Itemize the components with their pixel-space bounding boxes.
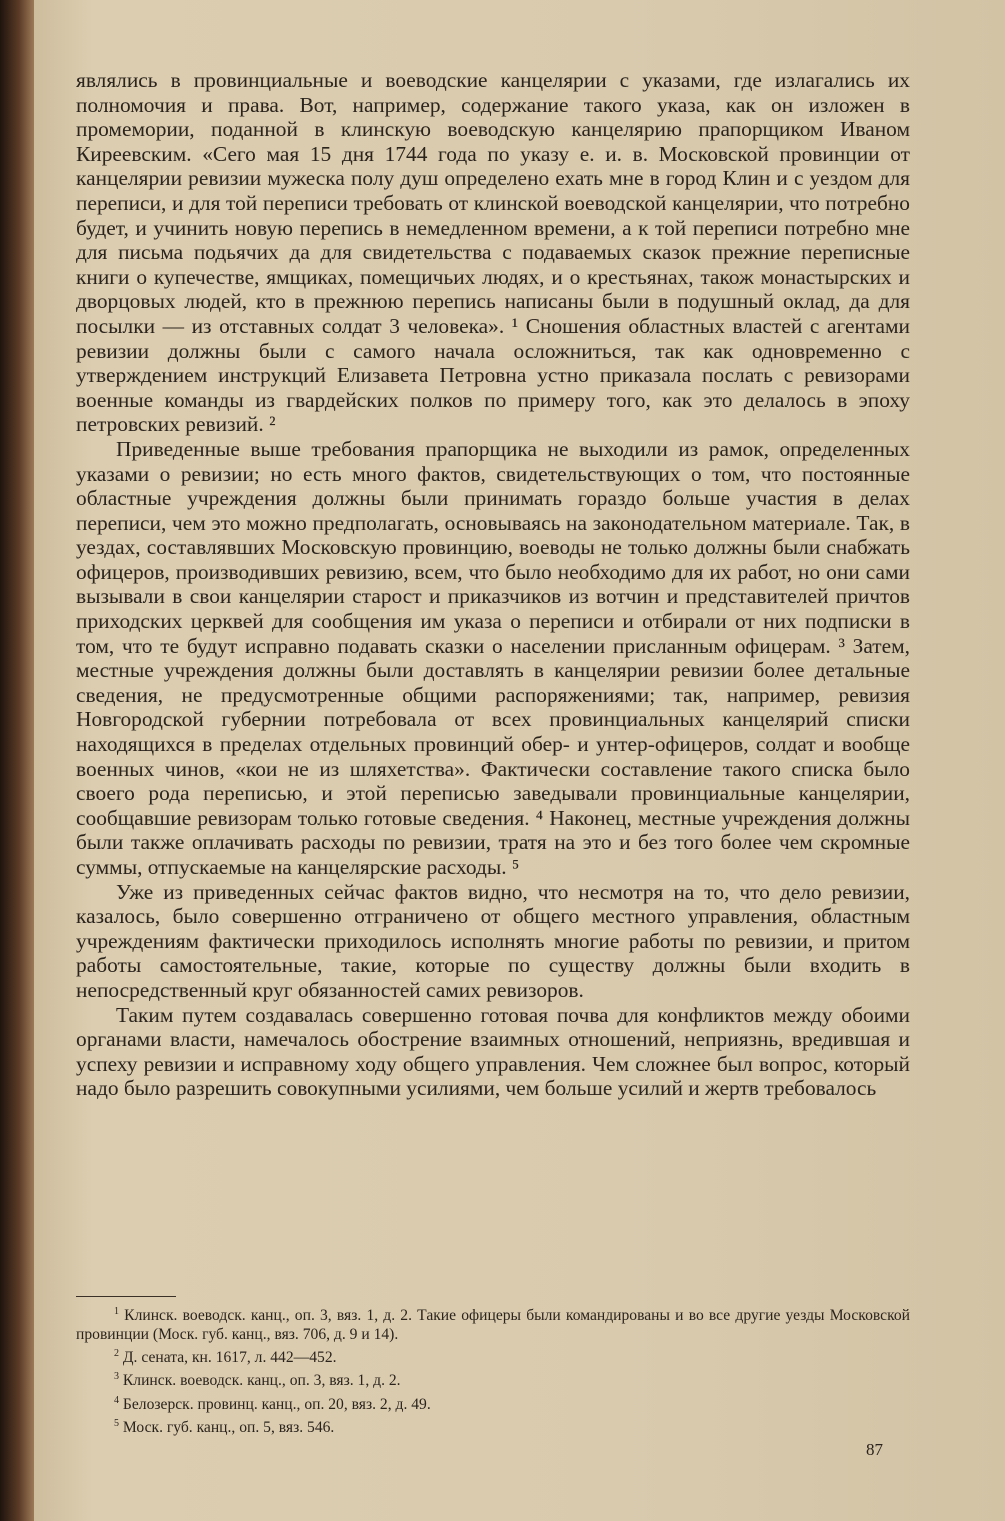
footnote-text: Д. сената, кн. 1617, л. 442—452.: [122, 1349, 337, 1367]
footnote-mark: 2: [114, 1348, 119, 1360]
footnote: [76, 1367, 910, 1390]
book-spine-shadow: [0, 0, 34, 1521]
paragraph: являлись в провинциальные и воеводские канцелярии с указами, где излагались их полномочия и права. Вот, например, содержание такого указа, как он изложен в промемории, поданной в клинскую воеводскую канцелярию прапорщиком Иваном Киреевским. «Сего мая 15 дня 1744 года по указу е. и. в. Московской провинции от канцелярии ревизии мужеска полу душ определено ехать мне в город Клин и с уездом для переписи, и для той переписи требовать от клинской воеводской канцелярии, что потребно будет, и учинить новую перепись в немедленном времени, а к той переписи потребно мне для письма подьячих да для свидетельства с подаваемых сказок прежние переписные книги о купечестве, ямщиках, помещичьих людях, и о крестьянах, також монастырских и дворцовых людей, кто в прежнюю перепись написаны были в подушный оклад, да для посылки — из отставных солдат 3 человека». ¹ Сношения областных властей с агентами ревизии должны были с самого начала осложниться, так как одновременно с утверждением инструкций Елизавета Петровна устно приказала послать с ревизорами военные команды из гвардейских полков по примеру того, как это делалось в эпоху петровских ревизий. ²: [76, 68, 910, 437]
footnote: [76, 1344, 910, 1367]
book-page: [34, 0, 1005, 1521]
main-text: [76, 68, 910, 1101]
paragraph: Уже из приведенных сейчас фактов видно, что несмотря на то, что дело ревизии, казалось, было совершенно отграничено от общего местного управления, областным учреждениям фактически приходилось исполнять многие работы по ревизии, и притом работы самостоятельные, такие, которые по существу должны были входить в непосредственный круг обязанностей самих ревизоров.: [76, 879, 910, 1002]
paragraph: Приведенные выше требования прапорщика не выходили из рамок, определенных указами о ревизии; но есть много фактов, свидетельствующих о том, что постоянные областные учреждения должны были принимать гораздо больше участия в делах переписи, чем это можно предполагать, основываясь на законодательном материале. Так, в уездах, составлявших Московскую провинцию, воеводы не только должны были снабжать офицеров, производивших ревизию, всем, что было необходимо для их работ, но они сами вызывали в свои канцелярии старост и приказчиков из вотчин и представителей причтов приходских церквей для сообщения им указа о переписи и отбирали от них подписки в том, что те будут исправно подавать сказки о населении присланным офицерам. ³ Затем, местные учреждения должны были доставлять в канцелярии ревизии более детальные сведения, не предусмотренные общими распоряжениями; так, например, ревизия Новгородской губернии потребовала от всех провинциальных канцелярий списки находящихся в пределах отдельных провинций обер- и унтер-офицеров, солдат и вообще военных чинов, «кои не из шляхетства». Фактически составление такого списка было своего рода переписью, и этой переписью заведывали провинциальные канцелярии, сообщавшие ревизорам только готовые сведения. ⁴ Наконец, местные учреждения должны были также оплачивать расходы по ревизии, тратя на это и без того более чем скромные суммы, отпускаемые на канцелярские расходы. ⁵: [76, 436, 910, 879]
footnote-mark: 4: [114, 1394, 119, 1406]
footnote-text: Клинск. воеводск. канц., оп. 3, вяз. 1, д. 2. Такие офицеры были командированы и во все другие уезды Московской провинции (Моск. губ. канц., вяз. 706, д. 9 и 14).: [76, 1307, 910, 1344]
footnote-text: Моск. губ. канц., оп. 5, вяз. 546.: [122, 1418, 335, 1436]
footnote-divider: [76, 1296, 176, 1297]
page-number: 87: [866, 1440, 883, 1459]
footnote: [76, 1302, 910, 1344]
footnote-text: Клинск. воеводск. канц., оп. 3, вяз. 1, д. 2.: [122, 1372, 401, 1390]
footnote: [76, 1414, 910, 1437]
footnote: [76, 1391, 910, 1414]
paragraph: Таким путем создавалась совершенно готовая почва для конфликтов между обоими органами власти, намечалось обострение взаимных отношений, неприязнь, вредившая и успеху ревизии и исправному ходу общего управления. Чем сложнее был вопрос, который надо было разрешить совокупными усилиями, чем больше усилий и жертв требовалось: [76, 1002, 910, 1101]
footnote-mark: 1: [114, 1306, 119, 1317]
footnote-mark: 3: [114, 1371, 119, 1383]
footnotes: [76, 1302, 910, 1437]
footnote-mark: 5: [114, 1417, 119, 1429]
footnote-text: Белозерск. провинц. канц., оп. 20, вяз. 2, д. 49.: [122, 1395, 431, 1413]
